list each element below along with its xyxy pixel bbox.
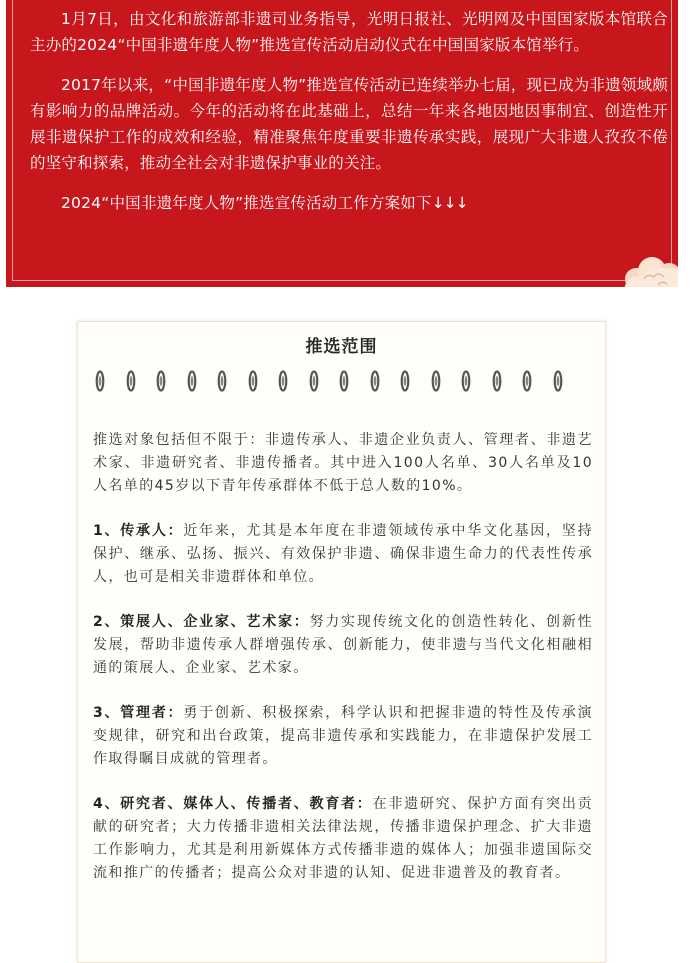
down-arrows-icon: ↓↓↓ bbox=[431, 194, 468, 212]
card-body bbox=[93, 429, 593, 907]
spiral-ring-icon bbox=[400, 368, 410, 394]
scope-item-1-lead: 1、传承人： bbox=[93, 523, 184, 539]
scope-intro-text: 推选对象包括但不限于：非遗传承人、非遗企业负责人、管理者、非遗艺术家、非遗研究者、非遗传播者。其中进入100人名单、30人名单及10人名单的45岁以下青年传承群体不低于总人数的10%。 bbox=[93, 432, 593, 494]
intro-paragraph-2: 2017年以来，“中国非遗年度人物”推选宣传活动已连续举办七届，现已成为非遗领域颇有影响力的品牌活动。今年的活动将在此基础上，总结一年来各地因地因事制宜、创造性开展非遗保护工作的成效和经验，精准聚焦年度重要非遗传承实践，展现广大非遗人孜孜不倦的坚守和探索，推动全社会对非遗保护事业的关注。 bbox=[30, 76, 668, 172]
spiral-ring-icon bbox=[248, 368, 258, 394]
spiral-ring-icon bbox=[187, 368, 197, 394]
intro-text bbox=[30, 6, 668, 230]
card-title: 推选范围 bbox=[305, 337, 378, 357]
plan-line-text: 2024“中国非遗年度人物”推选宣传活动工作方案如下 bbox=[61, 194, 432, 212]
scope-item-3-lead: 3、管理者： bbox=[93, 705, 184, 721]
intro-banner bbox=[6, 0, 678, 287]
scope-item-3 bbox=[93, 702, 593, 771]
spiral-ring-icon bbox=[339, 368, 349, 394]
spiral-ring-icon bbox=[370, 368, 380, 394]
spiral-ring-icon bbox=[126, 368, 136, 394]
spiral-ring-icon bbox=[522, 368, 532, 394]
spiral-ring-icon bbox=[309, 368, 319, 394]
selection-scope-card bbox=[77, 321, 606, 963]
scope-item-4 bbox=[93, 793, 593, 885]
intro-paragraph-1: 1月7日，由文化和旅游部非遗司业务指导，光明日报社、光明网及中国国家版本馆联合主办的2024“中国非遗年度人物”推选宣传活动启动仪式在中国国家版本馆举行。 bbox=[30, 10, 668, 54]
spiral-ring-icon bbox=[553, 368, 563, 394]
scope-item-4-text: 在非遗研究、保护方面有突出贡献的研究者；大力传播非遗相关法律法规，传播非遗保护理念、扩大非遗工作影响力，尤其是利用新媒体方式传播非遗的媒体人；加强非遗国际交流和推广的传播者；提高公众对非遗的认知、促进非遗普及的教育者。 bbox=[93, 796, 593, 881]
intro-plan-line bbox=[30, 190, 668, 216]
spiral-ring-icon bbox=[156, 368, 166, 394]
cloud-decoration-icon bbox=[614, 249, 678, 287]
scope-item-4-lead: 4、研究者、媒体人、传播者、教育者： bbox=[93, 796, 373, 812]
scope-item-1-text: 近年来，尤其是本年度在非遗领域传承中华文化基因，坚持保护、继承、弘扬、振兴、有效保护非遗、确保非遗生命力的代表性传承人，也可是相关非遗群体和单位。 bbox=[93, 523, 593, 585]
scope-intro-paragraph bbox=[93, 429, 593, 498]
spiral-ring-icon bbox=[431, 368, 441, 394]
scope-item-2-text: 努力实现传统文化的创造性转化、创新性发展，帮助非遗传承人群增强传承、创新能力，使非遗与当代文化相融相通的策展人、企业家、艺术家。 bbox=[93, 614, 593, 676]
scope-item-2-lead: 2、策展人、企业家、艺术家： bbox=[93, 614, 310, 630]
spiral-ring-icon bbox=[95, 368, 105, 394]
scope-item-2 bbox=[93, 611, 593, 680]
scope-item-1 bbox=[93, 520, 593, 589]
spiral-binding bbox=[95, 368, 585, 396]
spiral-ring-icon bbox=[461, 368, 471, 394]
spiral-ring-icon bbox=[217, 368, 227, 394]
scope-item-3-text: 勇于创新、积极探索，科学认识和把握非遗的特性及传承演变规律，研究和出台政策，提高非遗传承和实践能力，在非遗保护发展工作取得瞩目成就的管理者。 bbox=[93, 705, 593, 767]
spiral-ring-icon bbox=[278, 368, 288, 394]
spiral-ring-icon bbox=[492, 368, 502, 394]
